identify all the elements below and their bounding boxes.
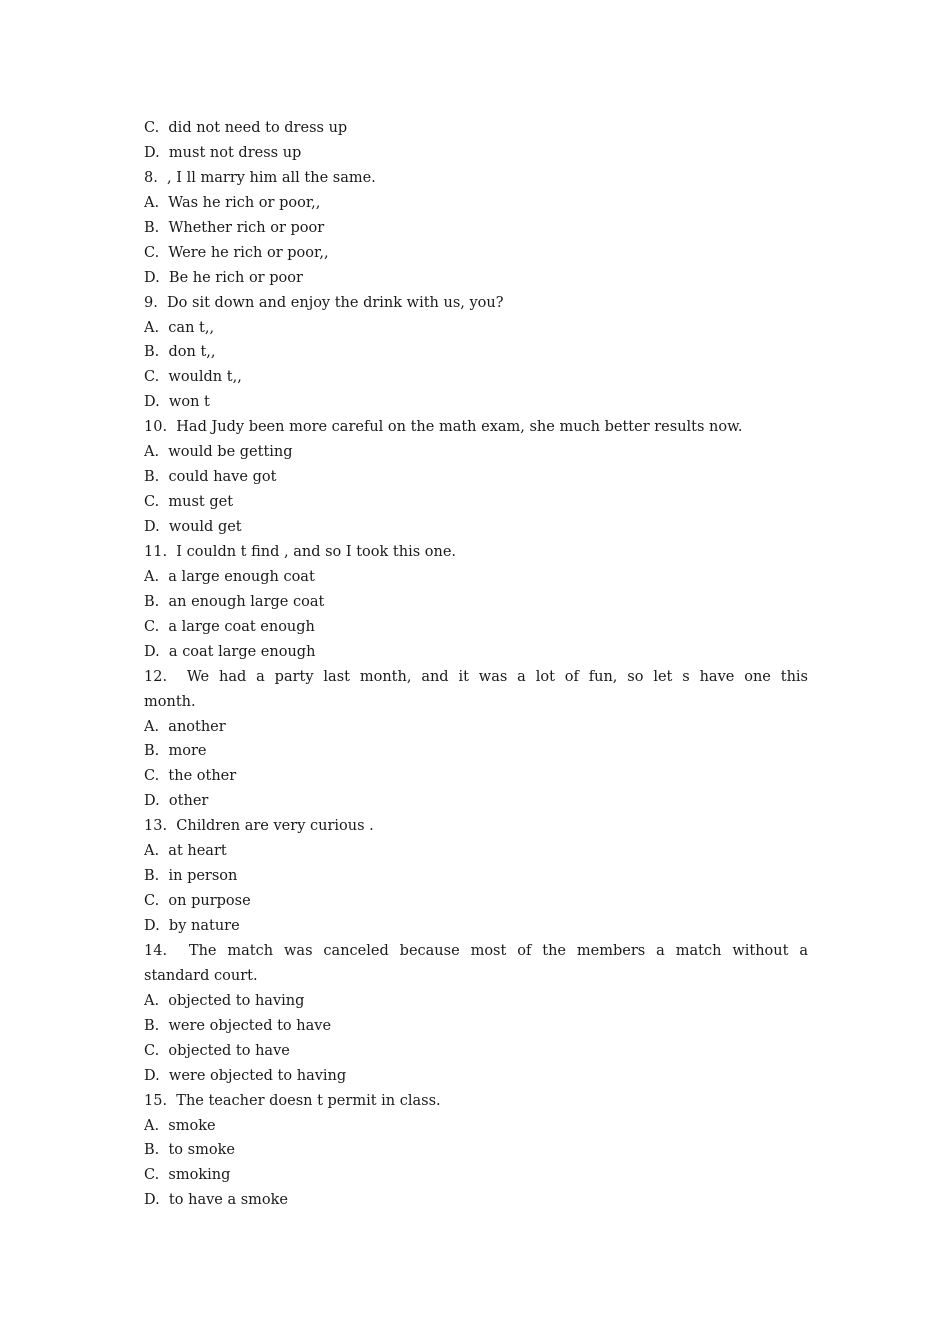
option-line: D. by nature bbox=[144, 918, 240, 934]
option-line: B. in person bbox=[144, 868, 238, 885]
option-line: C. Were he rich or poor,, bbox=[144, 244, 329, 261]
question-line: 13. Children are very curious . bbox=[144, 818, 374, 835]
option-line: D. must not dress up bbox=[144, 144, 302, 161]
option-line: B. more bbox=[144, 743, 207, 760]
option-line: A. a large enough coat bbox=[144, 568, 315, 585]
option-line: A. Was he rich or poor,, bbox=[144, 194, 321, 211]
option-line: A. can t,, bbox=[144, 319, 215, 336]
question-line: 15. The teacher doesn t permit in class. bbox=[144, 1092, 441, 1109]
option-line: D. won t bbox=[144, 394, 210, 411]
question-line: 10. Had Judy been more careful on the math exam, she much better results now. bbox=[144, 419, 743, 436]
option-line: B. were objected to have bbox=[144, 1017, 332, 1034]
option-line: B. could have got bbox=[144, 469, 277, 486]
question-line: 11. I couldn t find , and so I took this one. bbox=[144, 543, 457, 560]
option-line: A. another bbox=[144, 718, 226, 735]
option-line: C. wouldn t,, bbox=[144, 369, 242, 386]
question-line: 12. We had a party last month, and it was a lot of fun, so let s have one this bbox=[144, 668, 808, 685]
option-line: C. on purpose bbox=[144, 893, 251, 910]
option-line: D. would get bbox=[144, 519, 242, 535]
option-line: C. the other bbox=[144, 768, 237, 785]
question-line: 9. Do sit down and enjoy the drink with us, you? bbox=[144, 294, 504, 311]
option-line: A. smoke bbox=[144, 1117, 216, 1134]
option-line: C. objected to have bbox=[144, 1042, 290, 1059]
question-line-continued: standard court. bbox=[144, 967, 258, 984]
option-line: D. a coat large enough bbox=[144, 643, 316, 660]
option-line: B. an enough large coat bbox=[144, 593, 325, 610]
option-line: D. other bbox=[144, 793, 209, 810]
question-line: 8. , I ll marry him all the same. bbox=[144, 169, 376, 186]
option-line: C. must get bbox=[144, 494, 234, 511]
option-line: D. were objected to having bbox=[144, 1067, 347, 1084]
option-line: C. smoking bbox=[144, 1167, 231, 1184]
question-line-continued: month. bbox=[144, 693, 196, 710]
document-body bbox=[144, 116, 808, 1213]
option-line: A. objected to having bbox=[144, 992, 305, 1009]
option-line: D. to have a smoke bbox=[144, 1192, 289, 1209]
option-line: C. did not need to dress up bbox=[144, 120, 348, 136]
option-line: B. Whether rich or poor bbox=[144, 219, 325, 236]
option-line: B. to smoke bbox=[144, 1142, 235, 1159]
option-line: A. would be getting bbox=[144, 444, 293, 461]
option-line: D. Be he rich or poor bbox=[144, 269, 303, 286]
option-line: C. a large coat enough bbox=[144, 618, 315, 635]
option-line: B. don t,, bbox=[144, 344, 216, 361]
option-line: A. at heart bbox=[144, 843, 227, 860]
question-line: 14. The match was canceled because most of the members a match without a bbox=[144, 942, 808, 959]
